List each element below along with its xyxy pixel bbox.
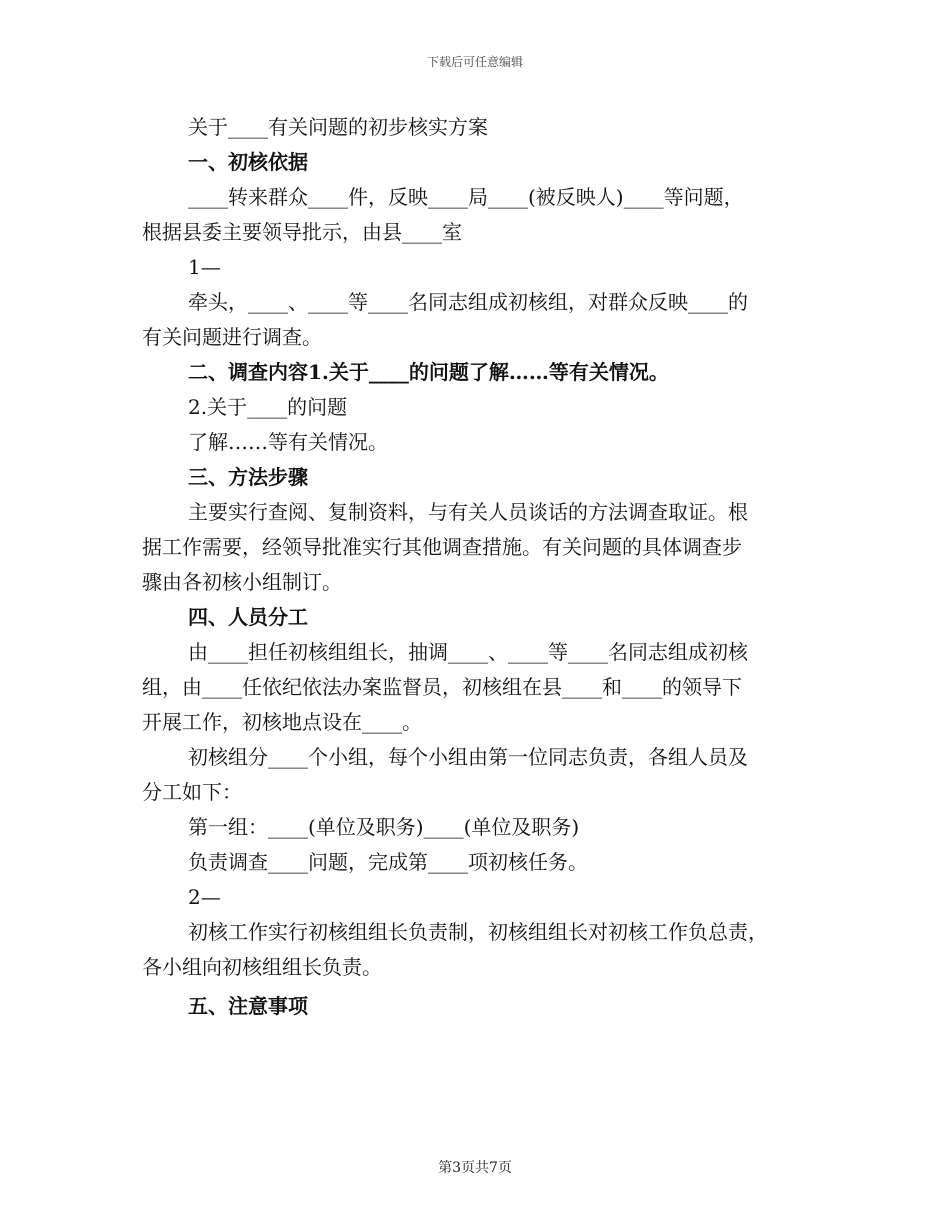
- section-heading-1: 一、初核依据: [188, 150, 308, 174]
- paragraph-line: 各小组向初核组组长负责。: [142, 955, 382, 979]
- paragraph-line: 由____担任初核组组长，抽调____、____等____名同志组成初核: [188, 640, 748, 664]
- page-marker: 2—: [188, 885, 221, 909]
- section-heading-4: 四、人员分工: [188, 605, 308, 629]
- page-footer-number: 第3页共7页: [438, 1160, 512, 1176]
- paragraph-line: 牵头，____、____等____名同志组成初核组，对群众反映____的: [188, 290, 748, 314]
- paragraph-line: 有关问题进行调查。: [142, 325, 322, 349]
- paragraph-line: 初核组分____个小组，每个小组由第一位同志负责，各组人员及: [188, 745, 748, 769]
- paragraph-line: 负责调查____问题，完成第____项初核任务。: [188, 850, 588, 874]
- paragraph-line: 开展工作，初核地点设在____。: [142, 710, 422, 734]
- paragraph-line: 骤由各初核小组制订。: [142, 570, 342, 594]
- paragraph-line: 组，由____任依纪依法办案监督员，初核组在县____和____的领导下: [142, 675, 742, 699]
- paragraph-line: 了解……等有关情况。: [188, 430, 388, 454]
- paragraph-line: 初核工作实行初核组组长负责制，初核组组长对初核工作负总责，: [188, 920, 768, 944]
- paragraph-line: 2.关于____的问题: [188, 395, 348, 419]
- document-title-line: 关于____有关问题的初步核实方案: [188, 115, 488, 139]
- paragraph-line: 据工作需要，经领导批准实行其他调查措施。有关问题的具体调查步: [142, 535, 742, 559]
- page-header-note: 下载后可任意编辑: [426, 55, 523, 69]
- paragraph-line: 分工如下：: [142, 780, 242, 804]
- section-heading-3: 三、方法步骤: [188, 465, 308, 489]
- section-heading-5: 五、注意事项: [188, 994, 308, 1018]
- paragraph-line: 第一组：____(单位及职务)____(单位及职务): [188, 815, 580, 839]
- paragraph-line: 根据县委主要领导批示，由县____室: [142, 220, 462, 244]
- section-heading-2: 二、调查内容1.关于____的问题了解……等有关情况。: [188, 360, 669, 384]
- page-marker: 1—: [188, 255, 221, 279]
- paragraph-line: 主要实行查阅、复制资料，与有关人员谈话的方法调查取证。根: [188, 500, 748, 524]
- paragraph-line: ____转来群众____件，反映____局____(被反映人)____等问题，: [188, 185, 744, 209]
- document-body: [142, 110, 812, 1024]
